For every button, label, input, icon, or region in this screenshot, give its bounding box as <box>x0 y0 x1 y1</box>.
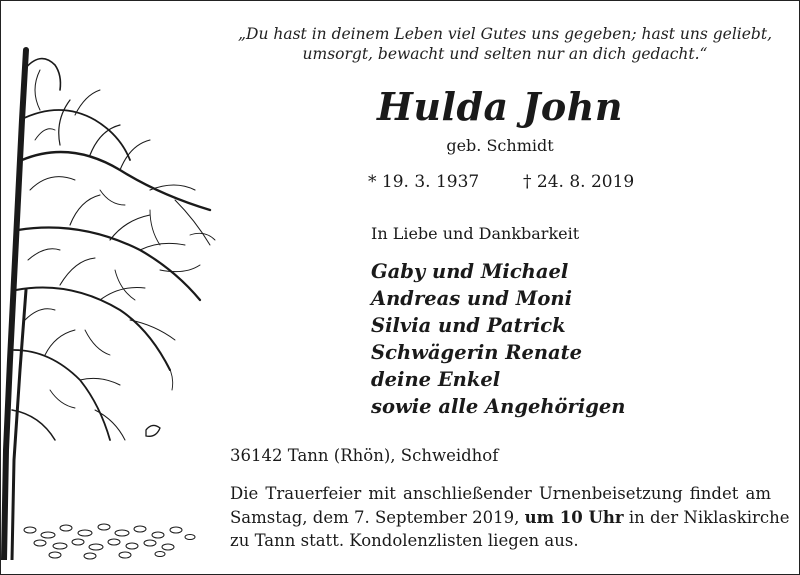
mourner-entry: Gaby und Michael <box>371 260 569 283</box>
notice-line-2 <box>230 506 790 530</box>
death-date: † 24. 8. 2019 <box>523 172 635 192</box>
mourner-entry: Schwägerin Renate <box>371 341 583 364</box>
notice-date-text: Samstag, dem 7. September 2019, <box>230 507 525 527</box>
birth-date: * 19. 3. 1937 <box>368 172 480 192</box>
tree-illustration <box>0 30 230 560</box>
mourner-entry: deine Enkel <box>371 368 501 391</box>
notice-line-3: zu Tann statt. Kondolenzlisten liegen aus. <box>230 531 579 550</box>
mourner-entry: Silvia und Patrick <box>371 314 566 337</box>
notice-line-1: Die Trauerfeier mit anschließender Urnenbeisetzung findet am <box>230 484 771 503</box>
quote-line-1: „Du hast in deinem Leben viel Gutes uns gegeben; hast uns geliebt, <box>238 25 772 43</box>
notice-time: um 10 Uhr <box>524 507 624 527</box>
funeral-notice <box>230 482 790 553</box>
notice-location-text: in der Niklaskirche <box>623 507 790 527</box>
mourner-entry: Andreas und Moni <box>371 287 572 310</box>
quote-line-2: umsorgt, bewacht und selten nur an dich gedacht.“ <box>302 45 708 63</box>
memorial-quote <box>230 24 780 64</box>
deceased-name: Hulda John <box>377 84 623 129</box>
gratitude-line: In Liebe und Dankbarkeit <box>371 224 580 243</box>
address: 36142 Tann (Rhön), Schweidhof <box>230 446 499 465</box>
maiden-name: geb. Schmidt <box>446 136 554 155</box>
mourner-entry: sowie alle Angehörigen <box>371 395 626 418</box>
mourners-list <box>371 258 625 420</box>
